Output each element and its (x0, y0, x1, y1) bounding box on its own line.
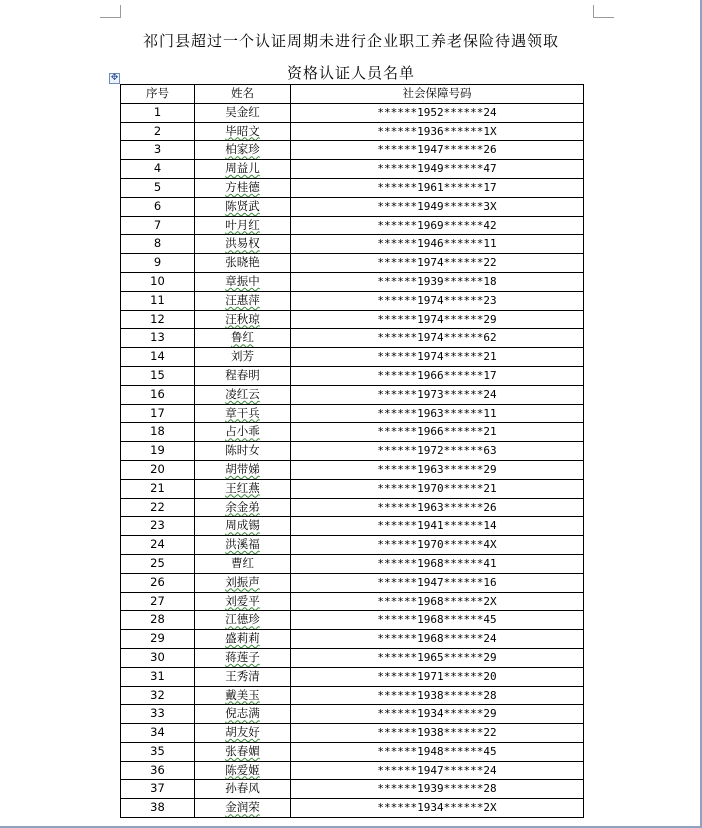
person-name-cell[interactable]: 盛莉莉 (195, 630, 291, 649)
row-number-cell[interactable]: 34 (121, 724, 195, 743)
person-name-cell[interactable]: 陈爱姬 (195, 761, 291, 780)
social-security-number-cell[interactable]: ******1961******17 (291, 178, 584, 197)
social-security-number-cell[interactable]: ******1934******2X (291, 799, 584, 818)
table-row (121, 385, 584, 404)
person-name-cell[interactable]: 戴美玉 (195, 686, 291, 705)
row-number-cell[interactable]: 37 (121, 780, 195, 799)
row-number-cell[interactable]: 33 (121, 705, 195, 724)
person-name-cell[interactable]: 王秀清 (195, 667, 291, 686)
social-security-number-cell[interactable]: ******1963******11 (291, 404, 584, 423)
row-number-cell[interactable]: 35 (121, 742, 195, 761)
table-row (121, 705, 584, 724)
row-number-cell[interactable]: 21 (121, 479, 195, 498)
person-name-cell[interactable]: 刘振声 (195, 573, 291, 592)
social-security-number-cell[interactable]: ******1968******24 (291, 630, 584, 649)
table-body (121, 103, 584, 817)
row-number-cell[interactable]: 30 (121, 648, 195, 667)
person-name-cell[interactable]: 吴金红 (195, 103, 291, 122)
crop-mark-top-left-horizontal (100, 17, 121, 18)
table-row (121, 103, 584, 122)
table-row (121, 442, 584, 461)
row-number-cell[interactable]: 9 (121, 254, 195, 273)
person-name-cell[interactable]: 曹红 (195, 554, 291, 573)
row-number-cell[interactable]: 27 (121, 592, 195, 611)
person-name-cell[interactable]: 章干兵 (195, 404, 291, 423)
table-move-handle-icon[interactable]: ✥ (110, 73, 119, 83)
table-row (121, 329, 584, 348)
column-header-ssn: 社会保障号码 (291, 85, 584, 104)
table-row (121, 160, 584, 179)
person-name-cell[interactable]: 周成锡 (195, 517, 291, 536)
row-number-cell[interactable]: 12 (121, 310, 195, 329)
social-security-number-cell[interactable]: ******1952******24 (291, 103, 584, 122)
person-name-cell[interactable]: 方桂德 (195, 178, 291, 197)
social-security-number-cell[interactable]: ******1938******28 (291, 686, 584, 705)
social-security-number-cell[interactable]: ******1974******22 (291, 254, 584, 273)
row-number-cell[interactable]: 2 (121, 122, 195, 141)
row-number-cell[interactable]: 15 (121, 366, 195, 385)
row-number-cell[interactable]: 6 (121, 197, 195, 216)
social-security-number-cell[interactable]: ******1968******45 (291, 611, 584, 630)
row-number-cell[interactable]: 3 (121, 141, 195, 160)
table-row (121, 724, 584, 743)
row-number-cell[interactable]: 13 (121, 329, 195, 348)
row-number-cell[interactable]: 18 (121, 423, 195, 442)
table-row (121, 216, 584, 235)
table-row (121, 272, 584, 291)
person-name-cell[interactable]: 金润荣 (195, 799, 291, 818)
table-row (121, 667, 584, 686)
row-number-cell[interactable]: 36 (121, 761, 195, 780)
column-header-number: 序号 (121, 85, 195, 104)
social-security-number-cell[interactable]: ******1965******29 (291, 648, 584, 667)
social-security-number-cell[interactable]: ******1970******21 (291, 479, 584, 498)
person-name-cell[interactable]: 蒋莲子 (195, 648, 291, 667)
table-row (121, 235, 584, 254)
person-name-cell[interactable]: 汪秋琼 (195, 310, 291, 329)
person-name-cell[interactable]: 余金弟 (195, 498, 291, 517)
social-security-number-cell[interactable]: ******1969******42 (291, 216, 584, 235)
table-row (121, 141, 584, 160)
column-header-name: 姓名 (195, 85, 291, 104)
person-name-cell[interactable]: 鲁红 (195, 329, 291, 348)
row-number-cell[interactable]: 4 (121, 160, 195, 179)
table-row (121, 404, 584, 423)
row-number-cell[interactable]: 22 (121, 498, 195, 517)
person-name-cell[interactable]: 程春明 (195, 366, 291, 385)
table-row (121, 799, 584, 818)
row-number-cell[interactable]: 1 (121, 103, 195, 122)
social-security-number-cell[interactable]: ******1936******1X (291, 122, 584, 141)
table-row (121, 348, 584, 367)
row-number-cell[interactable]: 7 (121, 216, 195, 235)
person-name-cell[interactable]: 陈时女 (195, 442, 291, 461)
person-name-cell[interactable]: 柏家珍 (195, 141, 291, 160)
social-security-number-cell[interactable]: ******1939******18 (291, 272, 584, 291)
personnel-table (120, 84, 584, 818)
table-row (121, 291, 584, 310)
table-row (121, 554, 584, 573)
person-name-cell[interactable]: 洪溪福 (195, 536, 291, 555)
crop-mark-top-right-horizontal (593, 17, 614, 18)
row-number-cell[interactable]: 5 (121, 178, 195, 197)
social-security-number-cell[interactable]: ******1941******14 (291, 517, 584, 536)
row-number-cell[interactable]: 29 (121, 630, 195, 649)
table-row (121, 686, 584, 705)
social-security-number-cell[interactable]: ******1939******28 (291, 780, 584, 799)
social-security-number-cell[interactable]: ******1966******21 (291, 423, 584, 442)
person-name-cell[interactable]: 刘芳 (195, 348, 291, 367)
table-row (121, 536, 584, 555)
social-security-number-cell[interactable]: ******1948******45 (291, 742, 584, 761)
social-security-number-cell[interactable]: ******1963******29 (291, 460, 584, 479)
person-name-cell[interactable]: 洪易权 (195, 235, 291, 254)
row-number-cell[interactable]: 23 (121, 517, 195, 536)
row-number-cell[interactable]: 11 (121, 291, 195, 310)
person-name-cell[interactable]: 章振中 (195, 272, 291, 291)
social-security-number-cell[interactable]: ******1947******16 (291, 573, 584, 592)
table-row (121, 254, 584, 273)
person-name-cell[interactable]: 胡带娣 (195, 460, 291, 479)
table-row (121, 592, 584, 611)
person-name-cell[interactable]: 胡友好 (195, 724, 291, 743)
table-row (121, 780, 584, 799)
table-row (121, 517, 584, 536)
row-number-cell[interactable]: 8 (121, 235, 195, 254)
social-security-number-cell[interactable]: ******1947******24 (291, 761, 584, 780)
table-row (121, 742, 584, 761)
social-security-number-cell[interactable]: ******1970******4X (291, 536, 584, 555)
row-number-cell[interactable]: 17 (121, 404, 195, 423)
table-row (121, 310, 584, 329)
table-row (121, 761, 584, 780)
social-security-number-cell[interactable]: ******1968******2X (291, 592, 584, 611)
row-number-cell[interactable]: 16 (121, 385, 195, 404)
social-security-number-cell[interactable]: ******1938******22 (291, 724, 584, 743)
social-security-number-cell[interactable]: ******1946******11 (291, 235, 584, 254)
table-row (121, 366, 584, 385)
social-security-number-cell[interactable]: ******1949******3X (291, 197, 584, 216)
social-security-number-cell[interactable]: ******1966******17 (291, 366, 584, 385)
document-title-line-2: 资格认证人员名单 (286, 64, 415, 82)
person-name-cell[interactable]: 张春媚 (195, 742, 291, 761)
document-title-line-1: 祁门县超过一个认证周期未进行企业职工养老保险待遇领取 (142, 32, 559, 50)
person-name-cell[interactable]: 刘爱平 (195, 592, 291, 611)
row-number-cell[interactable]: 20 (121, 460, 195, 479)
table-row (121, 611, 584, 630)
table-row (121, 122, 584, 141)
table-row (121, 630, 584, 649)
social-security-number-cell[interactable]: ******1973******24 (291, 385, 584, 404)
person-name-cell[interactable]: 王红燕 (195, 479, 291, 498)
row-number-cell[interactable]: 14 (121, 348, 195, 367)
row-number-cell[interactable]: 26 (121, 573, 195, 592)
table-row (121, 460, 584, 479)
person-name-cell[interactable]: 占小乖 (195, 423, 291, 442)
person-name-cell[interactable]: 陈贤武 (195, 197, 291, 216)
row-number-cell[interactable]: 25 (121, 554, 195, 573)
social-security-number-cell[interactable]: ******1974******62 (291, 329, 584, 348)
table-row (121, 178, 584, 197)
person-name-cell[interactable]: 张晓艳 (195, 254, 291, 273)
row-number-cell[interactable]: 10 (121, 272, 195, 291)
person-name-cell[interactable]: 叶月红 (195, 216, 291, 235)
table-row (121, 648, 584, 667)
person-name-cell[interactable]: 汪惠萍 (195, 291, 291, 310)
social-security-number-cell[interactable]: ******1974******29 (291, 310, 584, 329)
row-number-cell[interactable]: 38 (121, 799, 195, 818)
social-security-number-cell[interactable]: ******1974******23 (291, 291, 584, 310)
table-row (121, 197, 584, 216)
person-name-cell[interactable]: 孙春风 (195, 780, 291, 799)
social-security-number-cell[interactable]: ******1934******29 (291, 705, 584, 724)
row-number-cell[interactable]: 19 (121, 442, 195, 461)
social-security-number-cell[interactable]: ******1949******47 (291, 160, 584, 179)
social-security-number-cell[interactable]: ******1974******21 (291, 348, 584, 367)
person-name-cell[interactable]: 江德珍 (195, 611, 291, 630)
person-name-cell[interactable]: 毕昭文 (195, 122, 291, 141)
social-security-number-cell[interactable]: ******1947******26 (291, 141, 584, 160)
table-row (121, 479, 584, 498)
row-number-cell[interactable]: 28 (121, 611, 195, 630)
person-name-cell[interactable]: 凌红云 (195, 385, 291, 404)
table-row (121, 423, 584, 442)
social-security-number-cell[interactable]: ******1972******63 (291, 442, 584, 461)
social-security-number-cell[interactable]: ******1971******20 (291, 667, 584, 686)
person-name-cell[interactable]: 倪志满 (195, 705, 291, 724)
table-row (121, 498, 584, 517)
social-security-number-cell[interactable]: ******1968******41 (291, 554, 584, 573)
row-number-cell[interactable]: 31 (121, 667, 195, 686)
table-row (121, 573, 584, 592)
person-name-cell[interactable]: 周益儿 (195, 160, 291, 179)
table-header-row (121, 85, 584, 104)
row-number-cell[interactable]: 32 (121, 686, 195, 705)
row-number-cell[interactable]: 24 (121, 536, 195, 555)
social-security-number-cell[interactable]: ******1963******26 (291, 498, 584, 517)
